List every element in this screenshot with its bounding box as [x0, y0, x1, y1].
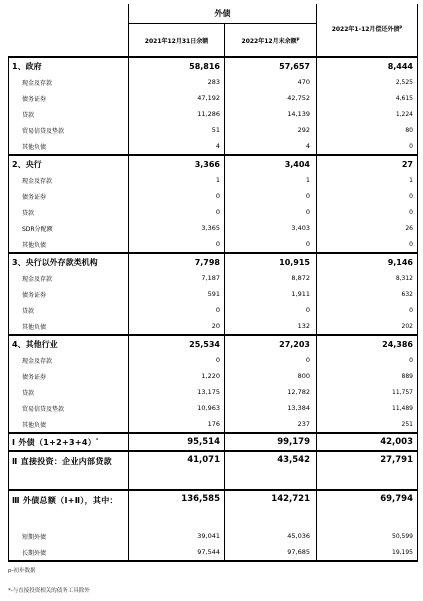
cell-col1: 41,071: [129, 451, 225, 490]
cell-col2: 8,872: [225, 270, 317, 286]
cell-col3: 0: [317, 138, 418, 155]
header-col1: 2021年12月31日余额: [129, 24, 225, 58]
cell-col3: 202: [317, 318, 418, 335]
row-label-text: 其他负债: [22, 241, 47, 249]
cell-col3: 80: [317, 122, 418, 138]
row-label-text: 现金及存款: [22, 177, 53, 185]
row-label: [9, 220, 129, 236]
cell-col1: 95,514: [129, 433, 225, 451]
header-col2-sup: p: [296, 35, 300, 41]
cell-col1: 591: [129, 286, 225, 302]
cell-col1: 1: [129, 172, 225, 188]
row-label-text: 2、央行: [12, 159, 42, 169]
cell-col3: 69,794: [317, 490, 418, 528]
cell-col3: 11,489: [317, 400, 418, 416]
cell-col2: 132: [225, 318, 317, 335]
row-label-text: 债务证券: [22, 95, 47, 103]
cell-col1: 0: [129, 204, 225, 220]
table-row: [9, 318, 418, 335]
row-label: [9, 528, 129, 544]
row-label-text: Ⅱ 直接投资：企业内部贷款: [12, 457, 112, 466]
cell-col1: 0: [129, 302, 225, 318]
header-col3: [317, 4, 418, 57]
cell-col3: 27: [317, 155, 418, 172]
cell-col2: 1: [225, 172, 317, 188]
cell-col3: 2,525: [317, 74, 418, 90]
cell-col2: 0: [225, 204, 317, 220]
cell-col3: 0: [317, 188, 418, 204]
cell-col3: 11,757: [317, 384, 418, 400]
footnote-excluded: *-与直接投资相关的债务工具除外: [8, 588, 90, 594]
table-row: [9, 451, 418, 490]
row-label-text: 短期外债: [22, 533, 47, 541]
row-label: [9, 172, 129, 188]
cell-col1: 97,544: [129, 544, 225, 561]
cell-col1: 20: [129, 318, 225, 335]
row-label: [9, 236, 129, 253]
cell-col3: 8,312: [317, 270, 418, 286]
cell-col2: 0: [225, 236, 317, 253]
row-label-text: 债务证券: [22, 291, 47, 299]
cell-col2: 97,685: [225, 544, 317, 561]
cell-col2: 0: [225, 352, 317, 368]
table-row: [9, 400, 418, 416]
row-label: [9, 138, 129, 155]
row-label: [9, 416, 129, 433]
cell-col1: 10,963: [129, 400, 225, 416]
row-label: [9, 302, 129, 318]
cell-col1: 51: [129, 122, 225, 138]
row-label: [9, 335, 129, 352]
table-row: [9, 368, 418, 384]
table-row: [9, 122, 418, 138]
cell-col2: 3,403: [225, 220, 317, 236]
row-label: [9, 74, 129, 90]
row-label-text: 现金及存款: [22, 79, 53, 87]
table-row: [9, 490, 418, 528]
row-label: [9, 544, 129, 561]
cell-col3: 0: [317, 204, 418, 220]
cell-col1: 136,585: [129, 490, 225, 528]
row-label: [9, 400, 129, 416]
table-row: [9, 236, 418, 253]
header-corner-cell: [9, 4, 129, 57]
table-row: [9, 253, 418, 270]
cell-col1: 47,192: [129, 90, 225, 106]
cell-col1: 0: [129, 188, 225, 204]
cell-col2: 99,179: [225, 433, 317, 451]
cell-col2: 57,657: [225, 57, 317, 74]
table-row: [9, 188, 418, 204]
cell-col2: 0: [225, 302, 317, 318]
cell-col2: 14,139: [225, 106, 317, 122]
table-row: [9, 528, 418, 544]
row-label-text: 贸易信贷及垫款: [22, 405, 65, 413]
row-label-text: 4、其他行业: [12, 339, 58, 349]
cell-col2: 10,915: [225, 253, 317, 270]
row-label-text: 现金及存款: [22, 357, 53, 365]
row-label: [9, 352, 129, 368]
cell-col3: 24,386: [317, 335, 418, 352]
row-label: [9, 490, 129, 528]
row-label: [9, 204, 129, 220]
table-row: [9, 286, 418, 302]
cell-col1: 283: [129, 74, 225, 90]
cell-col2: 470: [225, 74, 317, 90]
row-label-text: 债务证券: [22, 193, 47, 201]
header-col2-text: 2022年12月末余额: [241, 37, 297, 45]
row-label: [9, 384, 129, 400]
row-label-text: Ⅲ 外债总额（Ⅰ+Ⅱ），其中：: [12, 496, 118, 505]
cell-col3: 9,146: [317, 253, 418, 270]
cell-col2: 42,752: [225, 90, 317, 106]
row-label: [9, 433, 129, 451]
cell-col3: 632: [317, 286, 418, 302]
external-debt-table: [8, 4, 418, 562]
cell-col3: 251: [317, 416, 418, 433]
header-group-label: 外债: [129, 4, 317, 24]
cell-col3: 1: [317, 172, 418, 188]
table-row: [9, 352, 418, 368]
cell-col2: 4: [225, 138, 317, 155]
row-label-text: 长期外债: [22, 549, 47, 557]
cell-col1: 25,534: [129, 335, 225, 352]
cell-col2: 142,721: [225, 490, 317, 528]
cell-col3: 4,615: [317, 90, 418, 106]
row-label: [9, 368, 129, 384]
row-label-text: 贷款: [22, 307, 35, 315]
cell-col1: 3,365: [129, 220, 225, 236]
cell-col1: 39,041: [129, 528, 225, 544]
table-row: [9, 270, 418, 286]
table-row: [9, 302, 418, 318]
cell-col3: 27,791: [317, 451, 418, 490]
row-label-text: Ⅰ 外债（1+2+3+4）: [12, 437, 97, 447]
cell-col3: 8,444: [317, 57, 418, 74]
cell-col1: 3,366: [129, 155, 225, 172]
table-row: [9, 384, 418, 400]
cell-col1: 7,798: [129, 253, 225, 270]
cell-col2: 800: [225, 368, 317, 384]
row-label: [9, 106, 129, 122]
row-label: [9, 188, 129, 204]
cell-col1: 58,816: [129, 57, 225, 74]
row-label: [9, 90, 129, 106]
row-label: [9, 286, 129, 302]
row-label-text: SDR分配额: [22, 225, 53, 233]
cell-col3: 0: [317, 236, 418, 253]
cell-col2: 292: [225, 122, 317, 138]
cell-col2: 27,203: [225, 335, 317, 352]
cell-col2: 1,911: [225, 286, 317, 302]
table-row: [9, 416, 418, 433]
cell-col3: 0: [317, 352, 418, 368]
cell-col1: 0: [129, 236, 225, 253]
table-row: [9, 57, 418, 74]
row-label-text: 贸易信贷及垫款: [22, 127, 65, 135]
cell-col1: 1,220: [129, 368, 225, 384]
header-col2: [225, 24, 317, 58]
row-label: [9, 155, 129, 172]
table-body: [9, 57, 418, 561]
header-col3-sup: p: [399, 24, 403, 29]
cell-col2: 3,404: [225, 155, 317, 172]
table-row: [9, 220, 418, 236]
header-col3-text: 2022年1-12月偿还外债: [331, 26, 400, 33]
row-label: [9, 253, 129, 270]
table-row: [9, 544, 418, 561]
row-label-sup: *: [96, 436, 99, 442]
cell-col3: 50,599: [317, 528, 418, 544]
table-row: [9, 433, 418, 451]
row-label: [9, 318, 129, 335]
cell-col1: 11,286: [129, 106, 225, 122]
row-label-text: 贷款: [22, 111, 35, 119]
table-row: [9, 90, 418, 106]
row-label-text: 其他负债: [22, 421, 47, 429]
cell-col3: 42,003: [317, 433, 418, 451]
cell-col2: 12,782: [225, 384, 317, 400]
cell-col2: 0: [225, 188, 317, 204]
cell-col1: 0: [129, 352, 225, 368]
cell-col1: 4: [129, 138, 225, 155]
table-row: [9, 106, 418, 122]
row-label: [9, 451, 129, 490]
row-label: [9, 122, 129, 138]
table-row: [9, 138, 418, 155]
cell-col1: 13,175: [129, 384, 225, 400]
cell-col3: 26: [317, 220, 418, 236]
table-row: [9, 172, 418, 188]
row-label-text: 1、政府: [12, 61, 42, 71]
row-label-text: 3、央行以外存款类机构: [12, 257, 98, 267]
table-row: [9, 204, 418, 220]
cell-col3: 19,195: [317, 544, 418, 561]
cell-col2: 237: [225, 416, 317, 433]
footnote-preliminary: p-初步数据: [8, 568, 36, 574]
row-label: [9, 270, 129, 286]
cell-col3: 1,224: [317, 106, 418, 122]
cell-col2: 13,384: [225, 400, 317, 416]
row-label: [9, 57, 129, 74]
cell-col1: 176: [129, 416, 225, 433]
row-label-text: 现金及存款: [22, 275, 53, 283]
row-label-text: 其他负债: [22, 143, 47, 151]
cell-col3: 0: [317, 302, 418, 318]
row-label-text: 其他负债: [22, 323, 47, 331]
cell-col3: 889: [317, 368, 418, 384]
table-row: [9, 74, 418, 90]
row-label-text: 债务证券: [22, 373, 47, 381]
row-label-text: 贷款: [22, 389, 35, 397]
row-label-text: 贷款: [22, 209, 35, 217]
table-row: [9, 335, 418, 352]
table-row: [9, 155, 418, 172]
cell-col2: 45,036: [225, 528, 317, 544]
cell-col2: 43,542: [225, 451, 317, 490]
cell-col1: 7,187: [129, 270, 225, 286]
